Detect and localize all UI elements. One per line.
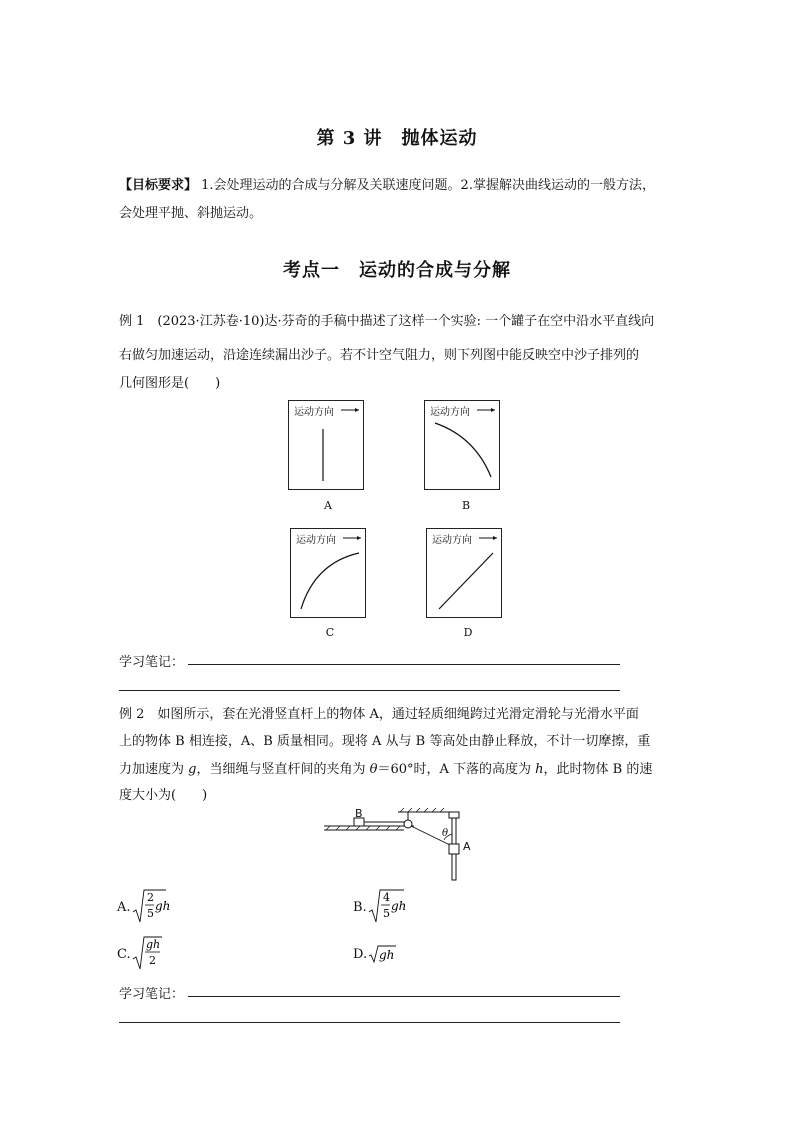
goals-line-1 [119,174,655,193]
example2-text-b: ，当细绳与竖直杆间的夹角为 [196,762,370,777]
notes-label-2: 学习笔记： [119,987,185,1002]
example2-line-1: 例 2 如图所示，套在光滑竖直杆上的物体 A，通过轻质细绳跨过光滑定滑轮与光滑水平面 [119,707,639,722]
option-a-formula [132,888,170,926]
symbol-theta: θ [369,762,378,777]
label-a: A [463,840,471,853]
panel-c-letter: C [325,626,335,639]
pulley [404,820,412,828]
panel-b [424,400,500,490]
notes-line-2a[interactable] [188,996,620,997]
example2-line-3 [119,758,652,777]
symbol-g: g [188,762,197,777]
example2-text-c: ＝60°时，A 下落的高度为 [377,762,536,777]
example1-line-1: 例 1 (2023·江苏卷·10)达·芬奇的手稿中描述了这样一个实验: 一个罐子在空中沿水平直线向 [119,314,655,329]
panel-a-caption: 运动方向 [294,407,334,418]
option-a-num: 2 [146,891,154,904]
panel-a-figure [289,401,363,489]
option-c-num: gh [145,938,160,951]
option-d-prefix: D. [353,946,368,962]
option-d[interactable] [353,944,396,964]
goals-tag: 【目标要求】 [119,178,198,193]
option-d-tail: gh [379,948,395,962]
option-b-formula [368,888,407,926]
option-a-tail: gh [154,899,170,913]
panel-c [290,528,366,618]
option-c[interactable] [117,935,162,973]
option-a-prefix: A. [117,899,131,915]
notes-line-2b[interactable] [119,1022,620,1023]
option-c-prefix: C. [117,946,131,962]
panel-b-caption: 运动方向 [430,407,470,418]
sand-trace-c [301,553,359,609]
example2-text-a: 力加速度为 [119,762,189,777]
option-b-prefix: B. [353,899,367,915]
goals-text-1: 1.会处理运动的合成与分解及关联速度问题。2.掌握解决曲线运动的一般方法， [197,178,655,193]
lecture-title: 第 3 讲 抛体运动 [316,128,478,149]
option-a-den: 5 [146,907,154,920]
panel-c-caption: 运动方向 [296,535,336,546]
panel-a [288,400,364,490]
example2-text-d: ，此时物体 B 的速 [543,762,653,777]
example2-line-4: 度大小为( ) [119,788,208,803]
option-c-den: 2 [148,954,156,967]
goals-line-2: 会处理平抛、斜抛运动。 [119,206,263,221]
notes-line-1b[interactable] [119,690,620,691]
panel-d-caption: 运动方向 [432,535,472,546]
label-b: B [355,807,363,820]
panel-a-letter: A [324,499,332,512]
example2-line-2: 上的物体 B 相连接，A、B 质量相同。现将 A 从与 B 等高处由静止释放，不计一切摩擦，重 [119,734,651,749]
panel-d-figure [427,529,501,617]
option-b-den: 5 [382,907,390,920]
sand-trace-b [435,423,491,477]
notes-line-1a[interactable] [188,664,620,665]
example1-line-3: 几何图形是( ) [119,376,221,391]
notes-label-1: 学习笔记： [119,655,185,670]
panel-d [426,528,502,618]
panel-b-figure [425,401,499,489]
panel-b-letter: B [461,499,471,512]
option-b-tail: gh [390,899,407,913]
block-a [449,844,459,854]
option-a[interactable] [117,888,170,926]
sand-trace-d [439,553,493,609]
option-b-num: 4 [382,891,390,904]
option-c-formula [132,935,162,973]
panel-c-figure [291,529,365,617]
panel-d-letter: D [463,626,473,639]
label-theta: θ [442,828,449,839]
section-title: 考点一 运动的合成与分解 [283,260,511,281]
pulley-figure [318,806,478,882]
option-d-formula [368,944,396,964]
option-b[interactable] [353,888,407,926]
symbol-h: h [535,762,544,777]
example1-line-2: 右做匀加速运动，沿途连续漏出沙子。若不计空气阻力，则下列图中能反映空中沙子排列的 [119,348,640,363]
